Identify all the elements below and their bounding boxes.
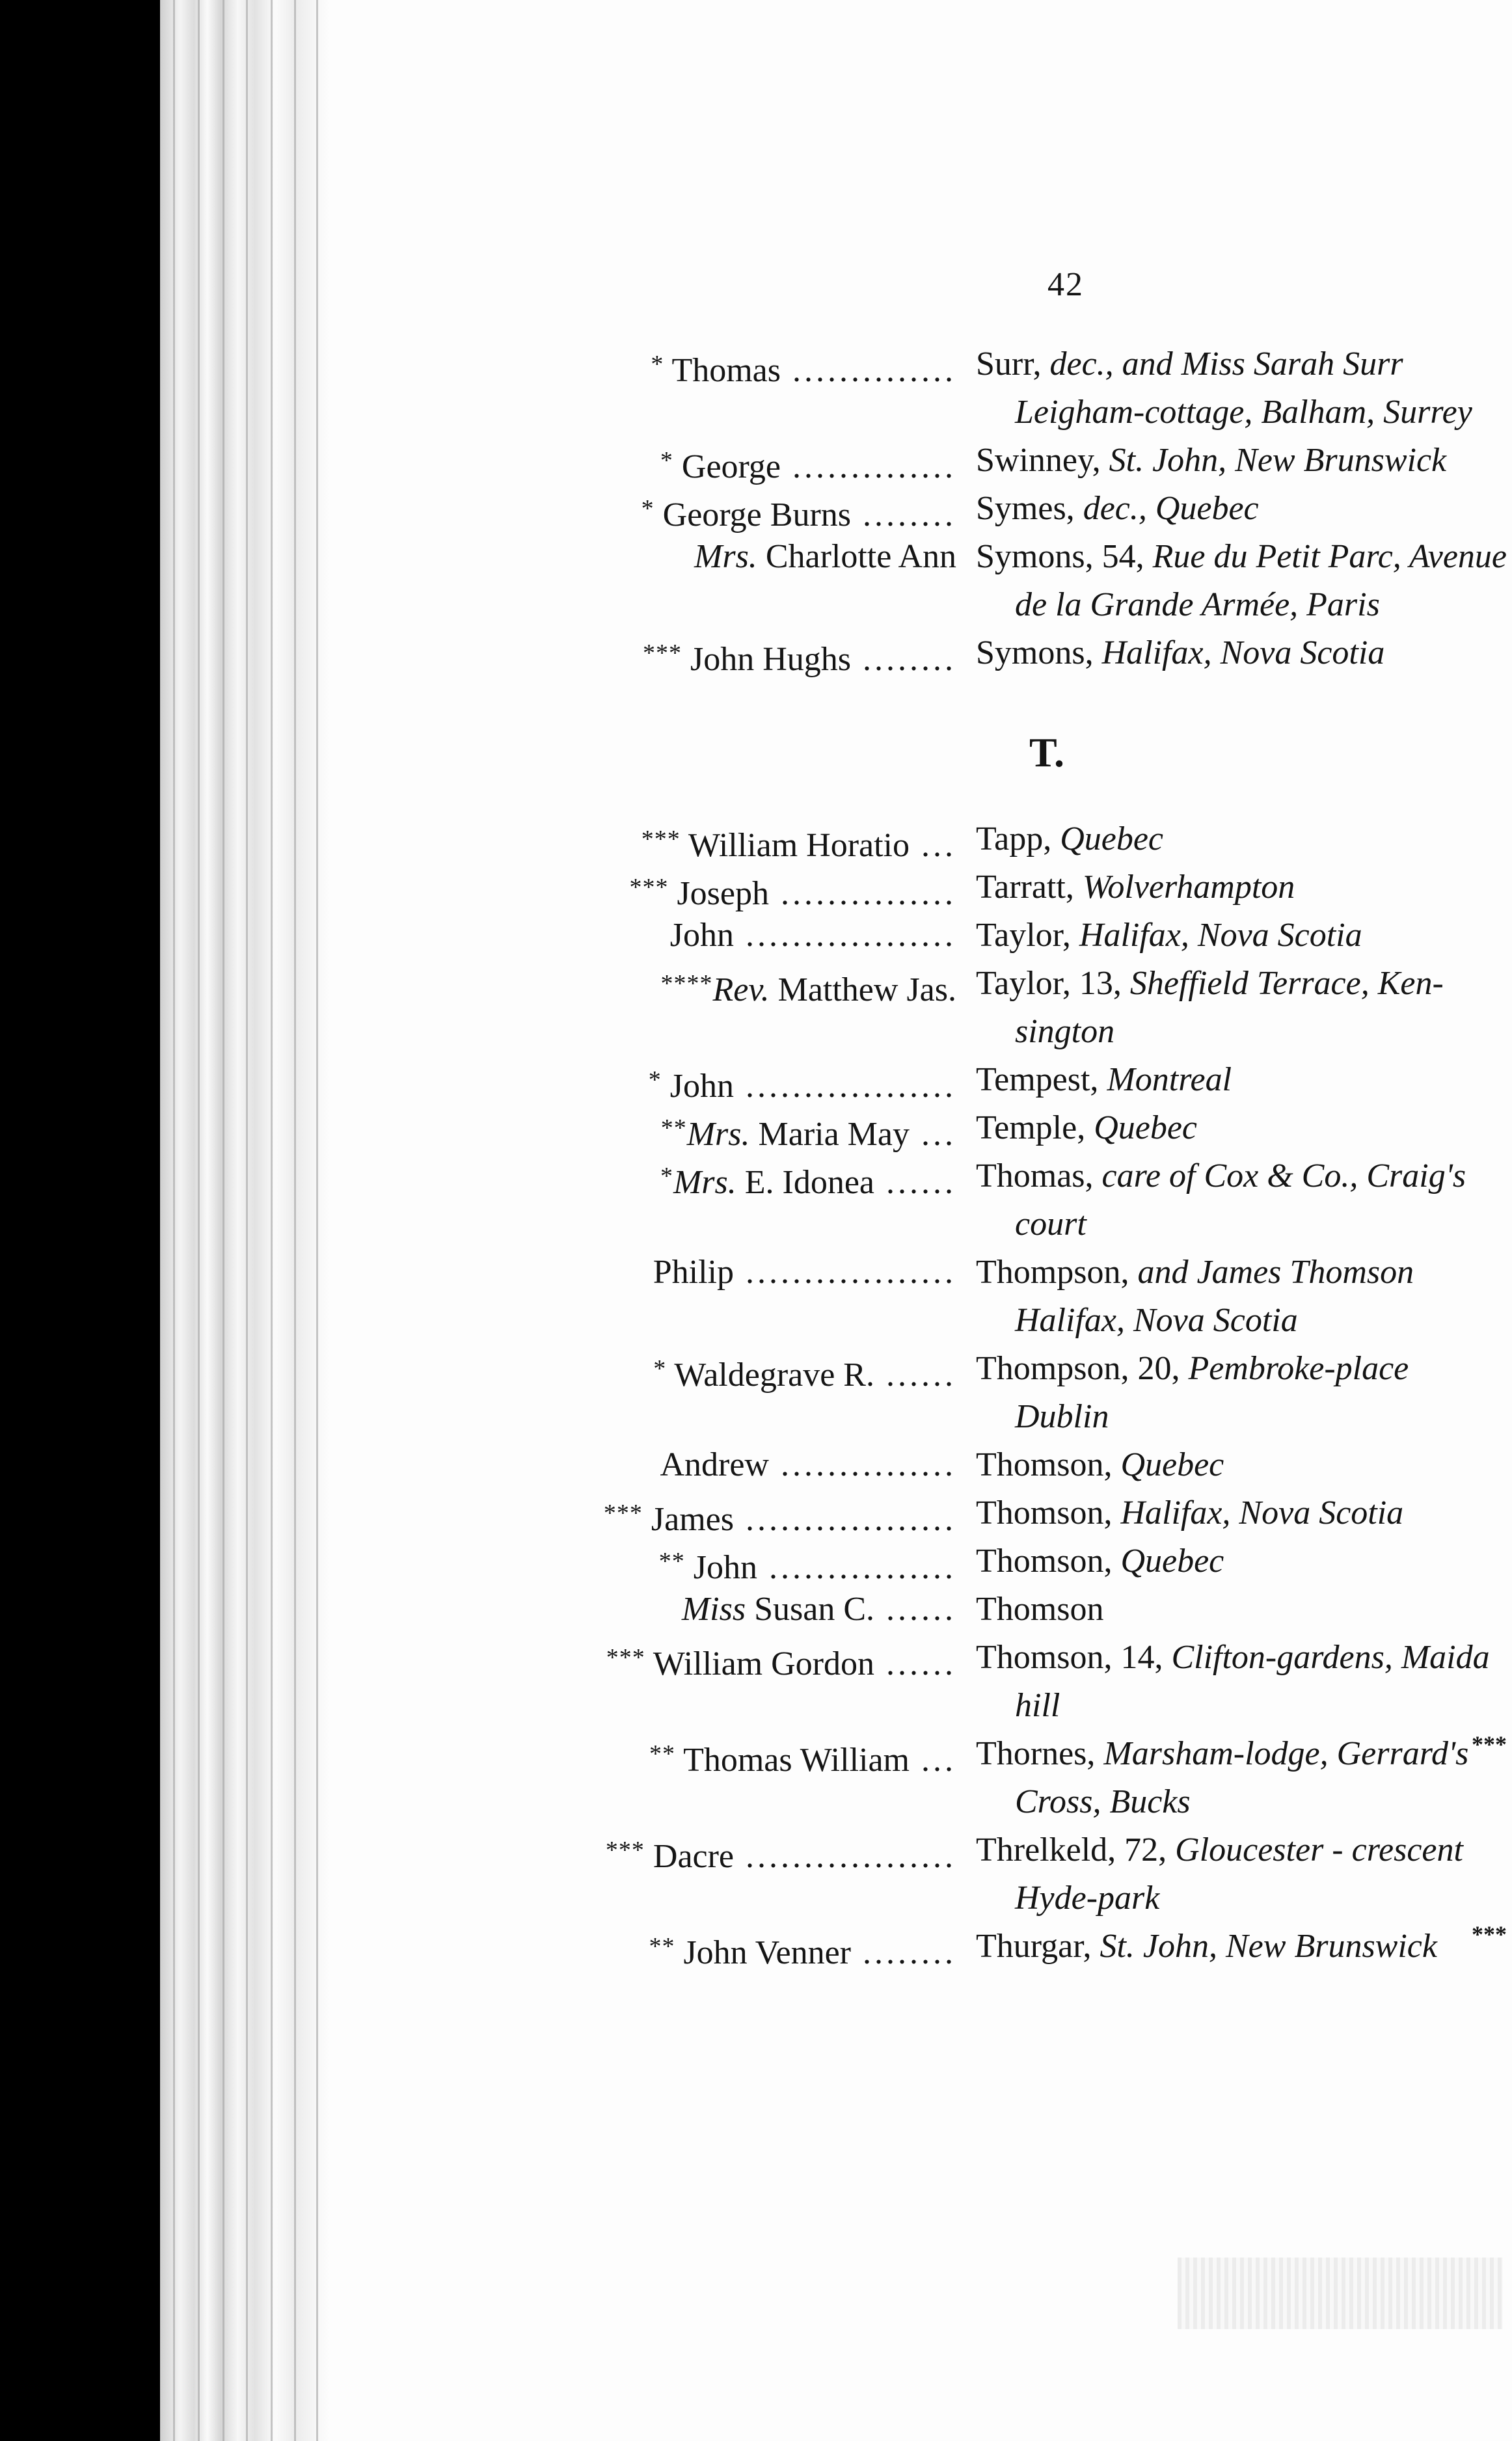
entry-address <box>976 632 1384 674</box>
entry-address <box>976 1444 1224 1486</box>
entry-surname: Thomson, <box>976 1446 1113 1483</box>
entry-address <box>976 1589 1103 1630</box>
entry-given-name: John Venner <box>675 1934 851 1971</box>
entry-surname: Temple, <box>976 1109 1086 1146</box>
entry-given-name: John <box>669 917 734 954</box>
entry-address <box>976 1733 1468 1775</box>
entry-surname: Thomas, <box>976 1157 1094 1194</box>
entry-stars: * <box>660 447 673 474</box>
entry-surname: Thomson, <box>976 1494 1113 1531</box>
entry-address <box>976 488 1259 530</box>
leader-dots: ...... <box>874 1164 956 1201</box>
entry-name <box>653 1252 956 1293</box>
entry-stars: *** <box>605 1837 645 1864</box>
entry-stars: *** <box>642 640 682 667</box>
entry-surname: Surr, <box>976 345 1042 383</box>
entry-given-name: James <box>642 1501 734 1538</box>
entry-given-name: William Horatio <box>680 827 910 864</box>
entry-name <box>660 440 956 488</box>
leader-dots: ............... <box>769 1446 956 1483</box>
entry-continuation-text: Dublin <box>1015 1398 1109 1435</box>
entry-name <box>682 1589 956 1630</box>
leader-dots: .............. <box>781 352 956 389</box>
entry-surname: Tempest, <box>976 1061 1099 1098</box>
entry-given-name: John Hughs <box>681 641 851 678</box>
entry-name <box>606 1829 956 1878</box>
entry-surname: Taylor, <box>976 917 1071 954</box>
leader-dots: ............... <box>769 875 956 912</box>
leader-dots: .................. <box>734 1501 956 1538</box>
entry-address <box>976 915 1362 956</box>
entry-name <box>661 1107 956 1155</box>
leader-dots: ...... <box>874 1591 956 1628</box>
leader-dots: ................ <box>757 1549 956 1586</box>
entry-continuation-text: Leigham-cottage, Balham, Surrey <box>1015 394 1472 431</box>
entry-given-name: Philip <box>653 1254 734 1291</box>
entry-address <box>976 1541 1224 1582</box>
entry-given-name: Dacre <box>644 1838 734 1875</box>
scan-artifact <box>1178 2258 1503 2329</box>
entry-location: Marsham-lodge, Gerrard's <box>1095 1735 1469 1772</box>
entry-location: St. John, New Brunswick <box>1100 442 1447 479</box>
entry-stars: * <box>651 351 664 378</box>
entry-surname: Thomson, 14, <box>976 1639 1163 1676</box>
entry-stars: *** <box>629 874 669 901</box>
entry-name <box>643 632 956 681</box>
entry-given-name: William Gordon <box>645 1645 874 1682</box>
entry-given-name: Mrs. Charlotte Ann <box>694 538 956 575</box>
entry-surname: Swinney, <box>976 442 1101 479</box>
entry-continuation-text: de la Grande Armée, Paris <box>1015 586 1380 623</box>
entry-address <box>976 440 1446 481</box>
entry-name <box>660 1155 956 1204</box>
entry-address <box>976 1926 1437 1967</box>
entry-location: and James Thomson <box>1129 1254 1414 1291</box>
entry-name <box>606 1637 956 1685</box>
entry-name <box>670 915 956 956</box>
entry-given-name: George <box>673 448 781 485</box>
entry-address <box>976 1155 1466 1197</box>
entry-address <box>976 867 1295 908</box>
entry-surname: Symons, <box>976 634 1094 671</box>
entry-given-name: Joseph <box>668 875 769 912</box>
entry-name <box>649 1059 956 1107</box>
entry-name <box>641 818 956 867</box>
entry-name <box>653 1348 956 1396</box>
entry-surname: Threlkeld, 72, <box>976 1831 1167 1868</box>
entry-continuation-text: hill <box>1015 1687 1060 1724</box>
entry-location: Montreal <box>1098 1061 1232 1098</box>
leader-dots: ........ <box>851 641 956 678</box>
entry-address <box>976 1252 1414 1293</box>
entry-name <box>661 963 956 1011</box>
leader-dots: ... <box>910 1742 956 1779</box>
entry-location: Gloucester - crescent <box>1167 1831 1463 1868</box>
entry-stars: ** <box>660 1114 687 1142</box>
entry-name <box>694 536 956 578</box>
leader-dots: .................. <box>734 1254 956 1291</box>
entry-name <box>649 1926 956 1974</box>
entry-stars: * <box>653 1355 667 1382</box>
entry-stars: ** <box>649 1933 675 1960</box>
entry-location: Sheffield Terrace, Ken- <box>1121 965 1444 1002</box>
entry-given-name: Thomas William <box>675 1742 910 1779</box>
entry-location: St. John, New Brunswick <box>1091 1928 1437 1965</box>
entry-location: Quebec <box>1112 1446 1224 1483</box>
page-fore-edge <box>160 0 329 2441</box>
entry-continuation-text: court <box>1015 1206 1087 1243</box>
entry-given-name: Mrs. E. Idonea <box>673 1164 874 1201</box>
entry-address <box>976 818 1163 860</box>
entry-location: dec., Quebec <box>1074 490 1259 527</box>
leader-dots: ........ <box>851 496 956 533</box>
entry-location: Quebec <box>1085 1109 1197 1146</box>
entry-surname: Symes, <box>976 490 1075 527</box>
entry-address <box>976 1637 1490 1679</box>
entry-surname: Thurgar, <box>976 1928 1092 1965</box>
leader-dots: .................. <box>734 917 956 954</box>
entry-surname: Tapp, <box>976 820 1052 857</box>
entry-stars: * <box>641 495 655 522</box>
entry-location: Wolverhampton <box>1073 869 1295 906</box>
leader-dots: .................. <box>734 1068 956 1105</box>
entry-location: Halifax, Nova Scotia <box>1070 917 1362 954</box>
leader-dots: ... <box>910 1116 956 1153</box>
leader-dots: .................. <box>734 1838 956 1875</box>
margin-star-mark: *** <box>1472 1921 1507 1947</box>
entry-surname: Thomson <box>976 1591 1104 1628</box>
entry-surname: Tarratt, <box>976 869 1074 906</box>
entry-stars: *** <box>603 1500 643 1527</box>
entry-stars: *** <box>606 1644 645 1671</box>
entry-name <box>641 488 956 536</box>
entry-given-name: John <box>661 1068 734 1105</box>
entry-location: Pembroke-place <box>1180 1350 1409 1387</box>
entry-name <box>651 344 956 392</box>
entry-continuation-text: sington <box>1015 1013 1115 1050</box>
entry-given-name: George Burns <box>654 496 851 533</box>
leader-dots: ... <box>910 827 956 864</box>
entry-name <box>659 1541 956 1589</box>
entry-continuation-text: Halifax, Nova Scotia <box>1015 1302 1298 1339</box>
entry-given-name: Waldegrave R. <box>666 1356 874 1394</box>
entry-continuation-text: Cross, Bucks <box>1015 1783 1191 1820</box>
margin-star-mark: *** <box>1472 1731 1507 1757</box>
entry-stars: * <box>660 1163 673 1190</box>
entry-location: Halifax, Nova Scotia <box>1112 1494 1404 1531</box>
entry-address <box>976 1348 1409 1390</box>
entry-surname: Thornes, <box>976 1735 1096 1772</box>
entry-stars: **** <box>660 970 713 997</box>
section-heading-t: T. <box>1029 729 1064 775</box>
entry-location: Clifton-gardens, Maida <box>1163 1639 1490 1676</box>
entry-address <box>976 963 1444 1005</box>
entry-surname: Thompson, 20, <box>976 1350 1180 1387</box>
entry-name <box>649 1733 956 1781</box>
entry-location: dec., and Miss Sarah Surr <box>1041 345 1403 383</box>
entry-given-name: Mrs. Maria May <box>686 1116 910 1153</box>
leader-dots: ........ <box>851 1934 956 1971</box>
entry-surname: Taylor, 13, <box>976 965 1122 1002</box>
entry-name <box>604 1492 956 1541</box>
leader-dots: ...... <box>874 1645 956 1682</box>
entry-address <box>976 1107 1197 1149</box>
entry-stars: ** <box>649 1740 676 1768</box>
entry-address <box>976 1829 1463 1871</box>
entry-surname: Thomson, <box>976 1543 1113 1580</box>
entry-address <box>976 536 1507 578</box>
entry-location: Halifax, Nova Scotia <box>1093 634 1385 671</box>
entry-given-name: Andrew <box>660 1446 769 1483</box>
entry-location: Quebec <box>1051 820 1164 857</box>
entry-surname: Symons, 54, <box>976 538 1144 575</box>
entry-name <box>660 1444 956 1486</box>
entry-stars: ** <box>658 1548 685 1575</box>
leader-dots: ...... <box>874 1356 956 1394</box>
leader-dots: .............. <box>781 448 956 485</box>
entry-stars: *** <box>641 826 681 853</box>
entry-location: care of Cox & Co., Craig's <box>1093 1157 1466 1194</box>
entry-continuation-text: Hyde-park <box>1015 1880 1160 1917</box>
entry-address <box>976 1059 1232 1101</box>
entry-given-name: Thomas <box>664 352 781 389</box>
entry-given-name: John <box>684 1549 757 1586</box>
page-number: 42 <box>1047 266 1084 303</box>
entry-location: Rue du Petit Parc, Avenue <box>1144 538 1507 575</box>
entry-address <box>976 1492 1403 1534</box>
entry-surname: Thompson, <box>976 1254 1129 1291</box>
entry-location: Quebec <box>1112 1543 1224 1580</box>
entry-given-name: Miss Susan C. <box>681 1591 874 1628</box>
entry-name <box>629 867 956 915</box>
entry-address <box>976 344 1403 385</box>
entry-stars: * <box>648 1066 662 1094</box>
entry-given-name: Rev. Matthew Jas. <box>712 971 956 1008</box>
